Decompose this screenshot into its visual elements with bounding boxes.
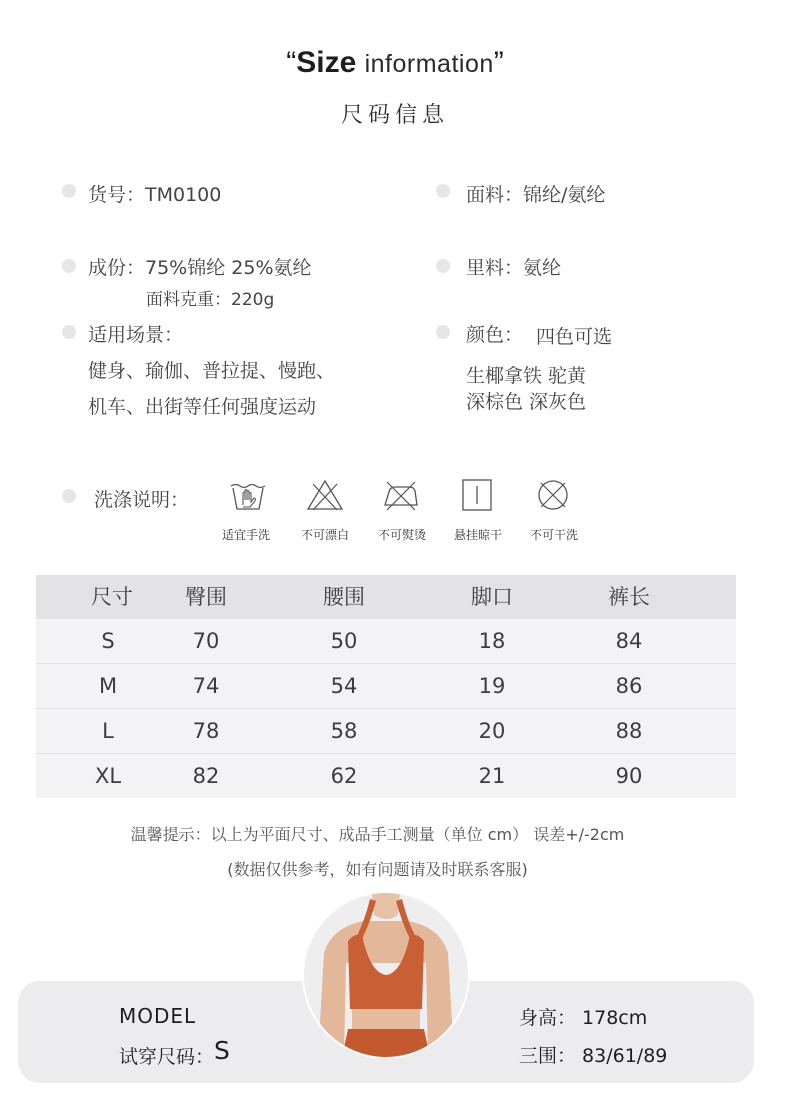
model-title: MODEL	[119, 1004, 197, 1028]
item-number: 货号：TM0100	[88, 184, 222, 206]
table-cell: 70	[192, 629, 220, 653]
model-measurements: 三围： 83/61/89	[519, 1045, 668, 1067]
care-item-label: 适宜手洗	[221, 528, 270, 542]
tried-size-label: 试穿尺码：	[119, 1046, 215, 1068]
composition: 成份：75%锦纶 25%氨纶	[88, 257, 312, 279]
bullet-dot	[62, 259, 76, 273]
table-cell: 90	[615, 764, 643, 788]
size-table	[36, 575, 736, 798]
title-bold: Size	[296, 46, 357, 79]
table-cell: 86	[615, 674, 643, 698]
table-row	[36, 619, 736, 663]
usage-label: 适用场景：	[88, 324, 184, 346]
model-illustration	[304, 893, 468, 1057]
color-label: 颜色：	[466, 324, 524, 346]
table-cell: XL	[94, 764, 122, 788]
tried-size-value: S	[214, 1036, 230, 1065]
care-item-label: 不可熨烫	[377, 528, 426, 542]
hang-dry-icon	[457, 478, 497, 512]
page-subtitle: 尺码信息	[340, 103, 449, 128]
bullet-dot	[62, 325, 76, 339]
table-cell: 74	[192, 674, 220, 698]
usage-line-1: 健身、瑜伽、普拉提、慢跑、	[88, 360, 336, 382]
table-header-cell: 腰围	[323, 585, 365, 609]
usage-line-2: 机车、出街等任何强度运动	[88, 396, 317, 418]
fabric-weight: 面料克重：220g	[146, 290, 275, 310]
model-photo	[302, 891, 470, 1059]
table-row	[36, 663, 736, 708]
care-item-label: 不可漂白	[300, 528, 349, 542]
table-cell: 54	[330, 674, 358, 698]
measurement-note: 温馨提示：以上为平面尺寸、成品手工测量（单位 cm） 误差+/-2cm	[130, 825, 625, 844]
table-header-cell: 尺寸	[91, 585, 133, 609]
bullet-dot	[62, 489, 76, 503]
lining: 里料：氨纶	[466, 257, 562, 279]
table-header-cell: 臀围	[185, 585, 227, 609]
model-height: 身高： 178cm	[519, 1007, 648, 1029]
table-cell: 50	[330, 629, 358, 653]
table-header-cell: 裤长	[608, 585, 650, 609]
title-light: information	[364, 50, 494, 78]
care-item-label: 不可干洗	[529, 528, 578, 542]
table-cell: 20	[478, 719, 506, 743]
table-cell: M	[98, 674, 118, 698]
care-label: 洗涤说明：	[94, 489, 190, 511]
bullet-dot	[436, 325, 450, 339]
no-iron-icon	[381, 478, 421, 512]
table-header-row	[36, 575, 736, 619]
table-cell: 21	[478, 764, 506, 788]
hand-wash-icon	[228, 478, 268, 512]
table-cell: 88	[615, 719, 643, 743]
table-cell: 58	[330, 719, 358, 743]
fabric: 面料：锦纶/氨纶	[466, 184, 606, 206]
bullet-dot	[436, 259, 450, 273]
bullet-dot	[62, 184, 76, 198]
table-cell: 78	[192, 719, 220, 743]
table-cell: 84	[615, 629, 643, 653]
bullet-dot	[436, 184, 450, 198]
color-options-line-1: 生椰拿铁 驼黄	[466, 365, 587, 387]
table-cell: 19	[478, 674, 506, 698]
color-options-line-2: 深棕色 深灰色	[466, 391, 587, 413]
table-cell: L	[102, 719, 114, 743]
title-quote-close: ”	[493, 46, 504, 79]
no-bleach-icon	[305, 478, 345, 512]
table-row	[36, 753, 736, 798]
table-header-cell: 脚口	[471, 585, 513, 609]
table-row	[36, 708, 736, 753]
table-cell: 62	[330, 764, 358, 788]
table-cell: S	[101, 629, 115, 653]
disclaimer-note: (数据仅供参考，如有问题请及时联系客服)	[227, 860, 528, 879]
no-dry-clean-icon	[533, 478, 573, 512]
title-quote-open: “	[286, 46, 297, 79]
table-cell: 82	[192, 764, 220, 788]
care-item-label: 悬挂晾干	[453, 528, 502, 542]
table-cell: 18	[478, 629, 506, 653]
color-value: 四色可选	[536, 326, 613, 348]
page-title	[0, 46, 790, 80]
